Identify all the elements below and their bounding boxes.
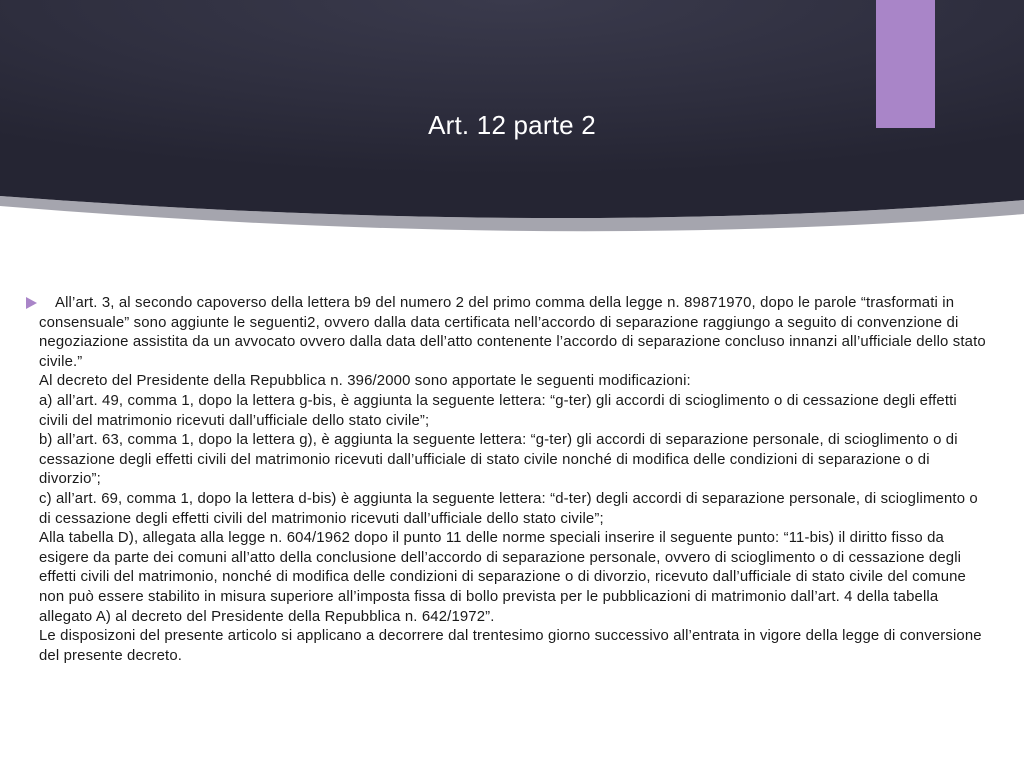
body-paragraph: Alla tabella D), allegata alla legge n. 604/1962 dopo il punto 11 delle norme speciali inserire il seguente punto: “11-bis) il diritto fisso da esigere da parte dei comuni all’atto della conclusione dell’accordo di separazione personale, ovvero di scioglimento o di cessazione degli effetti civili del matrimonio, nonché di modifica delle condizioni di separazione o di divorzio, ricevuto dall’ufficiale di stato civile del comune non può essere stabilito in misura superiore all’imposta fissa di bollo prevista per le pubblicazioni di matrimonio dall’art. 4 della tabella allegato A) al decreto del Presidente della Repubblica n. 642/1972”. <box>39 530 966 625</box>
slide-title: Art. 12 parte 2 <box>428 110 596 140</box>
body-paragraph: a) all’art. 49, comma 1, dopo la lettera g-bis, è aggiunta la seguente lettera: “g-ter) gli accordi di scioglimento o di cessazione degli effetti civili del matrimonio ricevuti dall’ufficiale dello stato civile”; <box>39 392 957 429</box>
bullet-arrow-icon <box>26 297 37 309</box>
body-paragraph <box>39 294 989 372</box>
slide-body <box>39 294 989 666</box>
body-text: All’art. 3, al secondo capoverso della lettera b9 del numero 2 del primo comma della legge n. 89871970, dopo le parole “trasformati in consensuale” sono aggiunte le seguenti2, ovvero dalla data certificata nell’accordo di separazione raggiungo a seguito di convenzione di negoziazione assistita da un avvocato ovvero dalla data dell’atto contenente l’accordo di separazione concluso innanzi all’ufficiale dello stato civile.” <box>39 295 986 370</box>
body-paragraph: Al decreto del Presidente della Repubblica n. 396/2000 sono apportate le seguenti modificazioni: <box>39 373 691 390</box>
accent-bar <box>876 0 935 128</box>
body-paragraph: c) all’art. 69, comma 1, dopo la lettera d-bis) è aggiunta la seguente lettera: “d-ter) degli accordi di separazione personale, di scioglimento o di cessazione degli effetti civili del matrimonio ricevuti dall’ufficiale dello stato civile”; <box>39 490 978 527</box>
body-paragraph: Le disposizoni del presente articolo si applicano a decorrere dal trentesimo giorno successivo all’entrata in vigore della legge di conversione del presente decreto. <box>39 628 982 664</box>
body-paragraph: b) all’art. 63, comma 1, dopo la lettera g), è aggiunta la seguente lettera: “g-ter) gli accordi di separazione personale, di scioglimento o di cessazione degli effetti civili del matrimonio ricevuti dall’ufficiale di stato civile nonché di modifica delle condizioni di separazione o di divorzio”; <box>39 432 958 488</box>
